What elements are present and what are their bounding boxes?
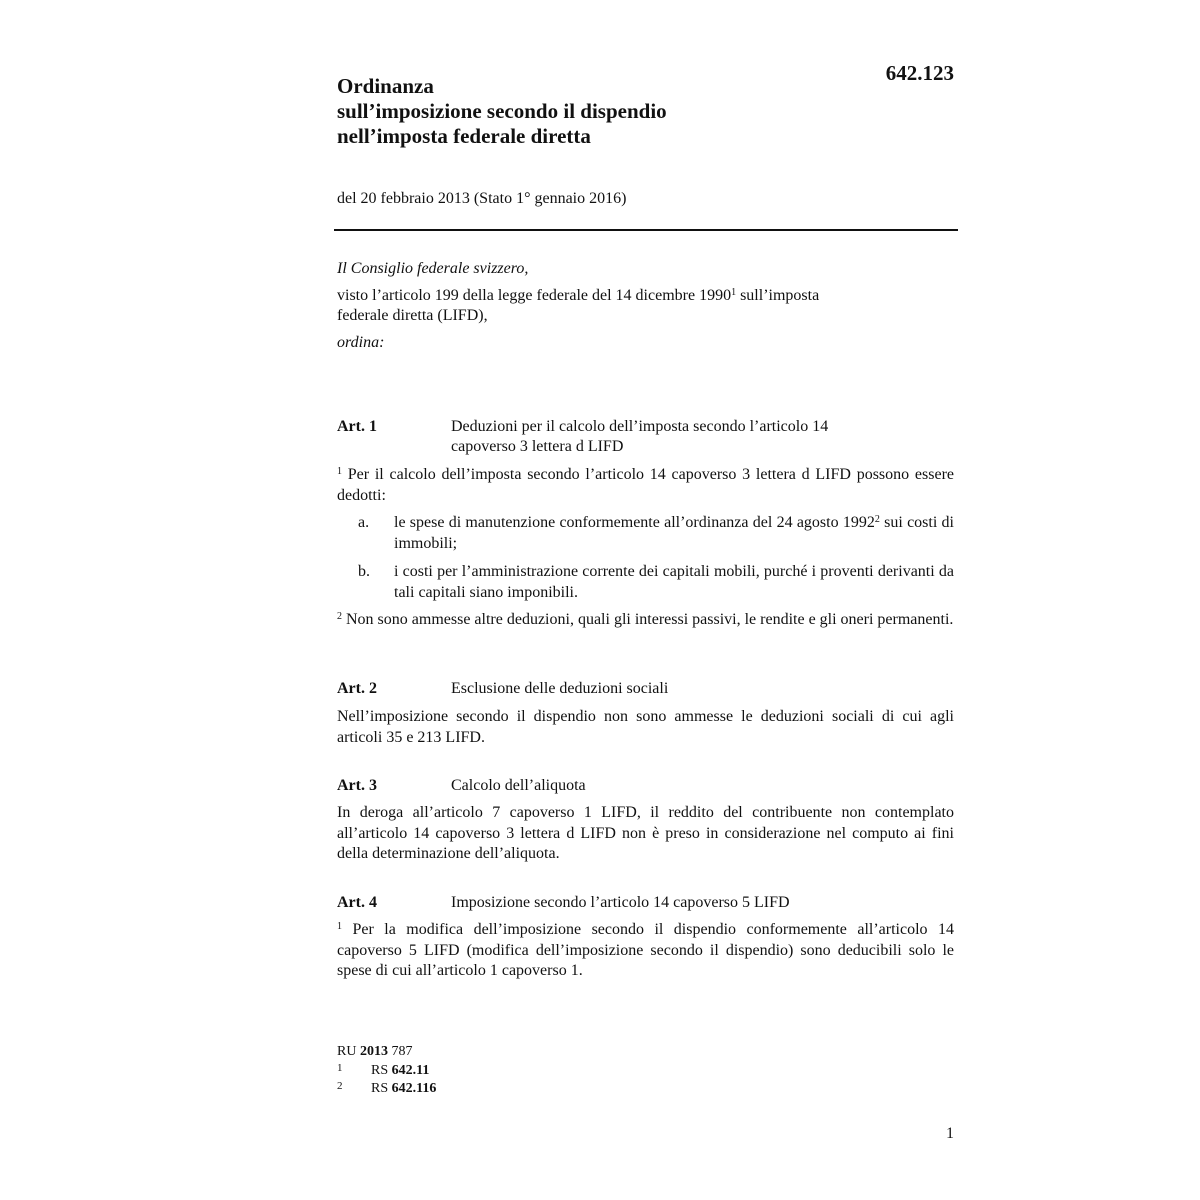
footnote-prefix: RS xyxy=(371,1063,392,1078)
article-number: Art. 2 xyxy=(337,680,377,697)
ru-year: 2013 xyxy=(359,1044,388,1059)
paragraph-text: Per la modifica dell’imposizione secondo il dispendio conformemente all’articolo 14 capoverso 5 LIFD (modifica dell’imposizione secondo il dispendio) sono deducibili solo le spese di cui all’articolo 1 capoverso 1. xyxy=(337,921,954,979)
title-line: sull’imposizione secondo il dispendio xyxy=(337,99,667,123)
ru-prefix: RU xyxy=(337,1044,360,1059)
list-marker: a. xyxy=(358,514,370,531)
recital-text: visto l’articolo 199 della legge federale del 14 dicembre 1990 xyxy=(337,287,732,304)
preamble xyxy=(337,259,897,353)
article-title: Imposizione secondo l’articolo 14 capoverso 5 LIFD xyxy=(451,894,790,911)
list-text-part: le spese di manutenzione conformemente all’ordinanza del 24 agosto 1992 xyxy=(394,514,875,531)
recital-text: federale diretta (LIFD), xyxy=(337,307,488,324)
article-4-heading xyxy=(337,893,954,913)
article-title-line: capoverso 3 lettera d LIFD xyxy=(451,438,624,455)
list-marker: b. xyxy=(358,563,370,580)
article-number: Art. 3 xyxy=(337,777,377,794)
footnote-number: 2 xyxy=(337,1080,343,1092)
footnote-ref[interactable]: 2 xyxy=(874,514,880,525)
article-3-heading xyxy=(337,776,954,796)
article-4-paragraph-1 xyxy=(337,920,954,982)
article-1-paragraph-2 xyxy=(337,610,954,631)
article-number: Art. 1 xyxy=(337,418,377,435)
footnote-ref-link[interactable]: 642.116 xyxy=(391,1081,437,1096)
title-line: Ordinanza xyxy=(337,74,434,98)
list-item-b xyxy=(337,562,954,603)
document-title xyxy=(337,74,807,149)
list-text-part: sui costi di immobili; xyxy=(394,514,954,552)
paragraph-text: Per il calcolo dell’imposta secondo l’articolo 14 capoverso 3 lettera d LIFD possono essere dedotti: xyxy=(337,466,954,504)
date-line: del 20 febbraio 2013 (Stato 1° gennaio 2016) xyxy=(337,190,627,207)
paragraph-text: Non sono ammesse altre deduzioni, quali gli interessi passivi, le rendite e gli oneri permanenti. xyxy=(342,611,954,628)
footnote-ref[interactable]: 1 xyxy=(731,287,737,298)
article-3-text: In deroga all’articolo 7 capoverso 1 LIFD, il reddito del contribuente non contemplato all’articolo 14 capoverso 3 lettera d LIFD non è preso in considerazione nel computo ai fini della determinazione dell’aliquota. xyxy=(337,804,954,862)
article-2-text: Nell’imposizione secondo il dispendio non sono ammesse le deduzioni sociali di cui agli articoli 35 e 213 LIFD. xyxy=(337,708,954,746)
preamble-recital xyxy=(337,286,897,326)
article-1-paragraph-1 xyxy=(337,465,954,506)
sr-number: 642.123 xyxy=(885,61,954,85)
footnote-ref-link[interactable]: 642.11 xyxy=(391,1063,430,1078)
header-divider xyxy=(334,229,958,231)
title-line: nell’imposta federale diretta xyxy=(337,124,591,148)
footnote-prefix: RS xyxy=(371,1081,392,1096)
footnote-1 xyxy=(337,1062,429,1079)
page-number: 1 xyxy=(946,1125,954,1142)
ru-page: 787 xyxy=(387,1044,413,1059)
article-1-heading xyxy=(337,417,954,457)
article-title: Calcolo dell’aliquota xyxy=(451,777,586,794)
article-title xyxy=(451,417,891,457)
list-item-a xyxy=(337,513,954,554)
recital-text: sull’imposta xyxy=(736,287,820,304)
preamble-decree: ordina: xyxy=(337,334,385,351)
article-2-heading xyxy=(337,679,954,699)
official-compilation-ref xyxy=(337,1043,412,1060)
paragraph-number: 1 xyxy=(337,466,342,477)
paragraph-number: 1 xyxy=(337,921,342,932)
list-text xyxy=(394,513,954,554)
preamble-authority: Il Consiglio federale svizzero, xyxy=(337,260,529,277)
footnote-number: 1 xyxy=(337,1062,343,1074)
footnote-text xyxy=(371,1081,436,1096)
footnote-2 xyxy=(337,1080,436,1097)
paragraph-number: 2 xyxy=(337,611,342,622)
article-number: Art. 4 xyxy=(337,894,377,911)
list-text: i costi per l’amministrazione corrente dei capitali mobili, purché i proventi derivanti da tali capitali siano imponibili. xyxy=(394,563,954,601)
article-title: Esclusione delle deduzioni sociali xyxy=(451,680,669,697)
article-title-line: Deduzioni per il calcolo dell’imposta secondo l’articolo 14 xyxy=(451,418,829,435)
footnote-text xyxy=(371,1063,429,1078)
